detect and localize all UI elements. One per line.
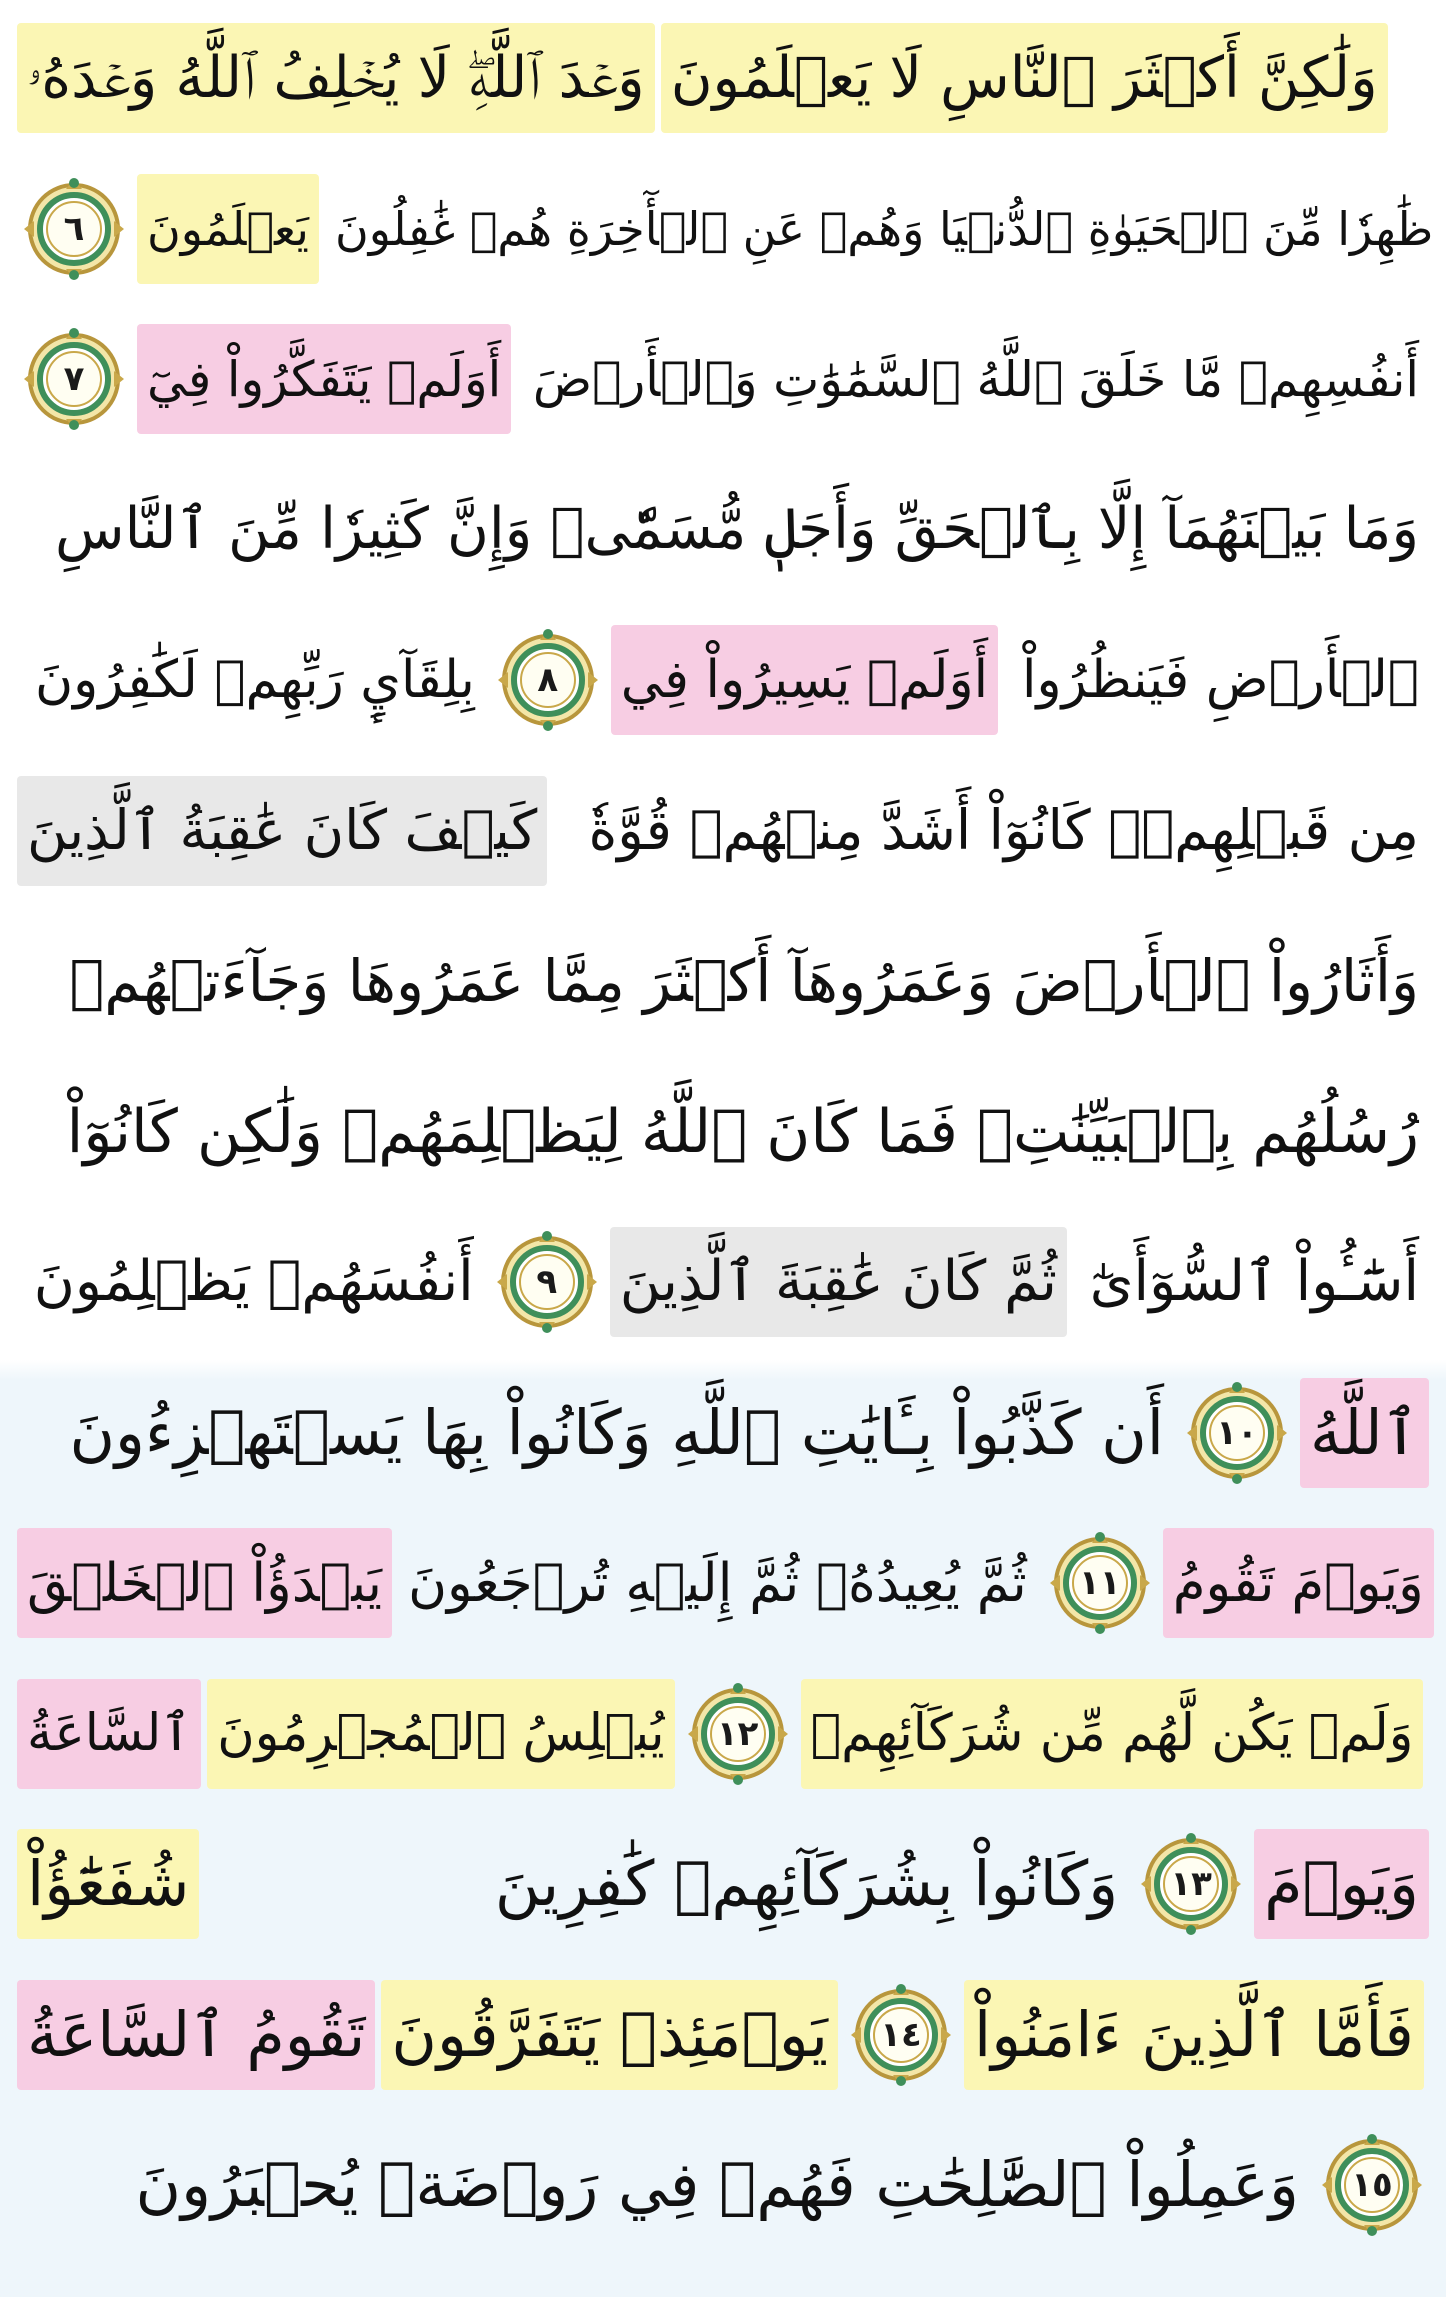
text-line bbox=[14, 1969, 1432, 2101]
text-line bbox=[14, 915, 1432, 1047]
ayah-number: ١٢ bbox=[716, 1713, 759, 1754]
ayah-number: ١٤ bbox=[880, 2014, 922, 2055]
ayah-number: ١٠ bbox=[1216, 1412, 1258, 1453]
text-line bbox=[14, 1668, 1432, 1800]
text-line bbox=[14, 1216, 1432, 1348]
verse-text: ٱلۡأَرۡضِ فَيَنظُرُواْ bbox=[1022, 650, 1420, 710]
highlighted-phrase: يَبۡدَؤُاْ ٱلۡخَلۡقَ bbox=[17, 1528, 392, 1638]
highlighted-phrase: تَقُومُ ٱلسَّاعَةُ bbox=[17, 1980, 375, 2090]
ayah-number: ٨ bbox=[537, 660, 559, 700]
ayah-number-marker bbox=[20, 175, 128, 283]
verse-text: وَعَمِلُواْ ٱلصَّٰلِحَٰتِ فَهُمۡ فِي رَوۡضَةٖ يُحۡبَرُونَ bbox=[135, 2148, 1299, 2221]
text-line bbox=[14, 2119, 1432, 2251]
text-line bbox=[14, 313, 1432, 445]
ayah-number: ٧ bbox=[63, 359, 85, 399]
ayah-number: ١٣ bbox=[1170, 1864, 1212, 1904]
highlighted-phrase: أَوَلَمۡ يَتَفَكَّرُواْ فِيٓ bbox=[137, 324, 511, 434]
ayah-number-marker bbox=[20, 325, 128, 433]
ayah-number: ٦ bbox=[63, 208, 85, 249]
highlighted-phrase: فَأَمَّا ٱلَّذِينَ ءَامَنُواْ bbox=[964, 1980, 1424, 2090]
verse-text: مِن قَبۡلِهِمۡۚ كَانُوٓاْ أَشَدَّ مِنۡهُمۡ قُوَّةٗ bbox=[588, 798, 1419, 862]
verse-text: أَنفُسِهِمۗ مَّا خَلَقَ ٱللَّهُ ٱلسَّمَٰوَٰتِ وَٱلۡأَرۡضَ bbox=[532, 350, 1419, 408]
ayah-number-marker bbox=[1318, 2131, 1426, 2239]
verse-text: بِلِقَآيِٕ رَبِّهِمۡ لَكَٰفِرُونَ bbox=[34, 650, 475, 710]
highlighted-phrase: وَيَوۡمَ تَقُومُ bbox=[1163, 1528, 1434, 1638]
text-line bbox=[14, 12, 1432, 144]
highlighted-phrase: كَيۡفَ كَانَ عَٰقِبَةُ ٱلَّذِينَ bbox=[17, 776, 547, 886]
ayah-number-marker bbox=[1137, 1830, 1245, 1938]
text-line bbox=[14, 163, 1432, 295]
verse-text: وَكَانُواْ بِشُرَكَآئِهِمۡ كَٰفِرِينَ bbox=[494, 1847, 1119, 1920]
ayah-number-marker bbox=[847, 1981, 955, 2089]
highlighted-phrase: يَعۡلَمُونَ bbox=[137, 174, 319, 284]
ayah-number-marker bbox=[493, 1228, 601, 1336]
highlighted-phrase: يُبۡلِسُ ٱلۡمُجۡرِمُونَ bbox=[207, 1679, 674, 1789]
verse-text: أَن كَذَّبُواْ بِـَٔايَٰتِ ٱللَّهِ وَكَانُواْ بِهَا يَسۡتَهۡزِءُونَ bbox=[69, 1395, 1165, 1469]
highlighted-phrase: وَعۡدَ ٱللَّهِۖ لَا يُخۡلِفُ ٱللَّهُ وَعۡدَهُۥ bbox=[17, 23, 655, 133]
highlighted-phrase: وَلَٰكِنَّ أَكۡثَرَ ٱلنَّاسِ لَا يَعۡلَمُونَ bbox=[661, 23, 1388, 133]
ayah-number: ١١ bbox=[1078, 1563, 1121, 1603]
verse-text: رُسُلُهُم بِٱلۡبَيِّنَٰتِۖ فَمَا كَانَ ٱللَّهُ لِيَظۡلِمَهُمۡ وَلَٰكِن كَانُوٓاْ bbox=[66, 1096, 1419, 1167]
verse-text: أَسَٰٓـُٔواْ ٱلسُّوٓأَىٰٓ bbox=[1089, 1249, 1420, 1314]
text-line bbox=[14, 1367, 1432, 1499]
text-line bbox=[14, 765, 1432, 897]
highlighted-phrase: وَلَمۡ يَكُن لَّهُم مِّن شُرَكَآئِهِمۡ bbox=[801, 1679, 1424, 1789]
ayah-number-marker bbox=[684, 1680, 792, 1788]
verse-text: أَنفُسَهُمۡ يَظۡلِمُونَ bbox=[33, 1249, 474, 1314]
highlighted-phrase: ثُمَّ كَانَ عَٰقِبَةَ ٱلَّذِينَ bbox=[610, 1227, 1067, 1337]
highlighted-phrase: شُفَعَٰٓؤُاْ bbox=[17, 1829, 199, 1939]
verse-text: ثُمَّ يُعِيدُهُۥ ثُمَّ إِلَيۡهِ تُرۡجَعُونَ bbox=[408, 1552, 1027, 1614]
text-line bbox=[14, 1818, 1432, 1950]
ayah-number-marker bbox=[1046, 1529, 1154, 1637]
ayah-number-marker bbox=[1183, 1379, 1291, 1487]
highlighted-phrase: أَوَلَمۡ يَسِيرُواْ فِي bbox=[611, 625, 998, 735]
highlighted-phrase: وَيَوۡمَ bbox=[1254, 1829, 1429, 1939]
text-line bbox=[14, 464, 1432, 596]
ayah-number: ٩ bbox=[536, 1262, 558, 1302]
verse-text: وَأَثَارُواْ ٱلۡأَرۡضَ وَعَمَرُوهَآ أَكۡثَرَ مِمَّا عَمَرُوهَا وَجَآءَتۡهُمۡ bbox=[69, 947, 1419, 1015]
highlighted-phrase: ٱلسَّاعَةُ bbox=[17, 1679, 201, 1789]
ayah-number-marker bbox=[494, 626, 602, 734]
text-line bbox=[14, 614, 1432, 746]
ayah-number: ١٥ bbox=[1351, 2165, 1393, 2205]
verse-text: وَمَا بَيۡنَهُمَآ إِلَّا بِٱلۡحَقِّ وَأَجَلٖ مُّسَمّٗىۗ وَإِنَّ كَثِيرٗا مِّنَ ٱلنَّاسِ bbox=[55, 496, 1419, 562]
verse-text: ظَٰهِرٗا مِّنَ ٱلۡحَيَوٰةِ ٱلدُّنۡيَا وَهُمۡ عَنِ ٱلۡأٓخِرَةِ هُمۡ غَٰفِلُونَ bbox=[334, 201, 1434, 256]
text-line bbox=[14, 1517, 1432, 1649]
text-line bbox=[14, 1066, 1432, 1198]
highlighted-phrase: ٱللَّهُ bbox=[1300, 1378, 1429, 1488]
highlighted-phrase: يَوۡمَئِذٖ يَتَفَرَّقُونَ bbox=[381, 1980, 838, 2090]
